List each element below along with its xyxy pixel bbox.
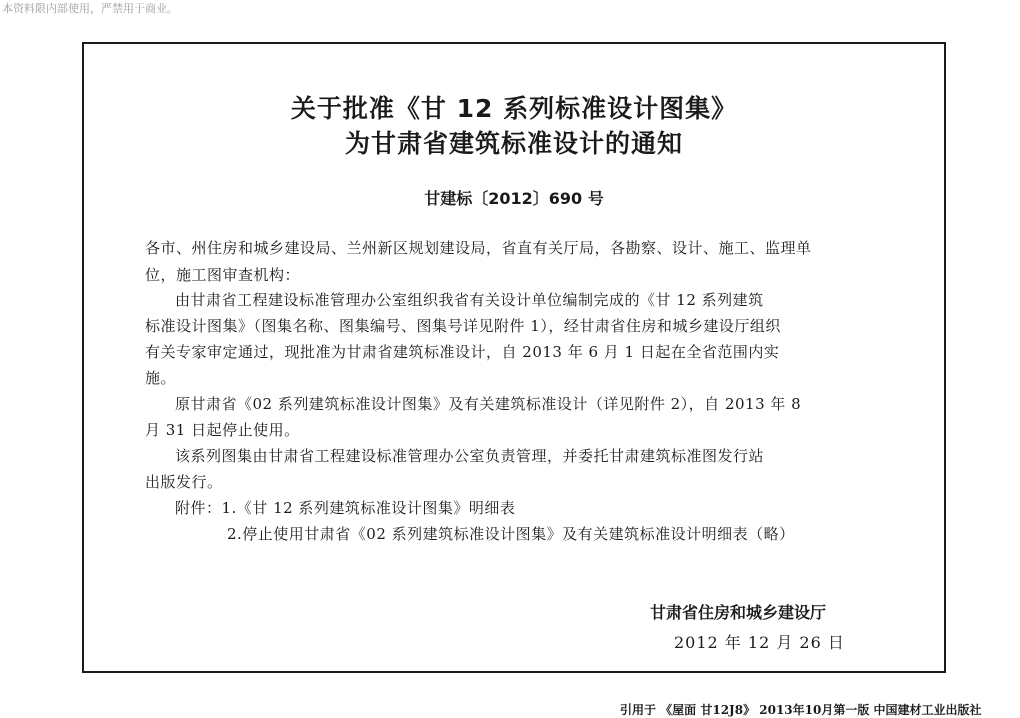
body-line-p3: 该系列图集由甘肃省工程建设标准管理办公室负责管理，并委托甘肃建筑标准图发行站 — [175, 447, 765, 465]
attachment-line-1: 附件：1.《甘 12 系列建筑标准设计图集》明细表 — [175, 499, 516, 517]
body-line-p3: 出版发行。 — [145, 473, 223, 491]
body-line-p2: 月 31 日起停止使用。 — [145, 421, 300, 439]
attachment-line-2: 2.停止使用甘肃省《02 系列建筑标准设计图集》及有关建筑标准设计明细表（略） — [227, 525, 795, 543]
issue-date: 2012 年 12 月 26 日 — [674, 633, 845, 652]
document-frame — [82, 42, 946, 673]
citation-footer: 引用于 《屋面 甘12J8》 2013年10月第一版 中国建材工业出版社 — [620, 703, 982, 717]
body-line-p1: 由甘肃省工程建设标准管理办公室组织我省有关设计单位编制完成的《甘 12 系列建筑 — [175, 291, 764, 309]
body-line-addressees-cont: 位，施工图审查机构： — [145, 266, 301, 284]
body-line-addressees: 各市、州住房和城乡建设局、兰州新区规划建设局，省直有关厅局，各勘察、设计、施工、监理单 — [145, 239, 812, 257]
watermark-text: 本资料限内部使用，严禁用于商业。 — [2, 2, 178, 15]
notice-title-line-1: 关于批准《甘 12 系列标准设计图集》 — [290, 94, 738, 123]
issuing-authority: 甘肃省住房和城乡建设厅 — [650, 603, 827, 622]
document-number: 甘建标〔2012〕690 号 — [424, 189, 604, 208]
body-line-p1: 有关专家审定通过，现批准为甘肃省建筑标准设计，自 2013 年 6 月 1 日起在全省范围内实 — [145, 343, 780, 361]
body-line-p2: 原甘肃省《02 系列建筑标准设计图集》及有关建筑标准设计（详见附件 2），自 2013 年 8 — [175, 395, 802, 413]
body-line-p1: 施。 — [145, 369, 177, 387]
body-line-p1: 标准设计图集》（图集名称、图集编号、图集号详见附件 1），经甘肃省住房和城乡建设厅组织 — [145, 317, 781, 335]
notice-title-line-2: 为甘肃省建筑标准设计的通知 — [344, 129, 683, 158]
